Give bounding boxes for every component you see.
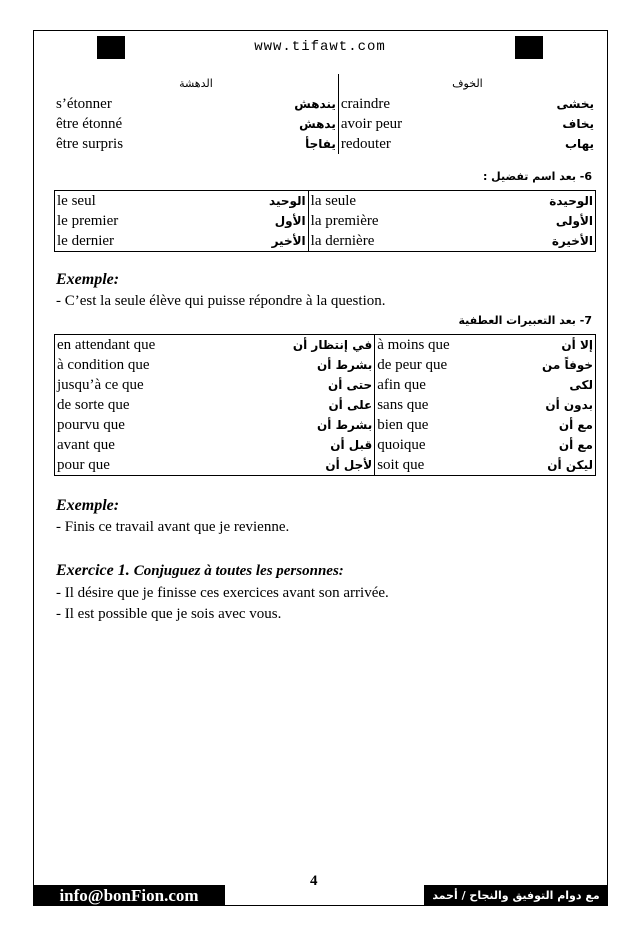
- exercise-instruction: Conjuguez à toutes les personnes:: [133, 563, 344, 579]
- french-term: pour que: [57, 457, 110, 473]
- arabic-term: في إنتظار أن: [292, 338, 373, 352]
- footer-signature: مع دوام التوفيق والنجاح / أحمد شلبى: [424, 885, 608, 906]
- arabic-term: بدون أن: [545, 398, 593, 412]
- vocab-table-conjunctions: [54, 334, 596, 476]
- french-term: à condition que: [57, 357, 150, 373]
- arabic-term: يدهش: [299, 117, 336, 131]
- french-term: avant que: [57, 437, 115, 453]
- arabic-term: الأخير: [271, 234, 306, 248]
- table-row: [54, 114, 596, 134]
- arabic-term: قبل أن: [330, 438, 373, 452]
- arabic-term: الوحيد: [269, 194, 306, 208]
- french-term: bien que: [377, 417, 429, 433]
- french-term: jusqu’à ce que: [57, 377, 144, 393]
- exemple-1-text: - C’est la seule élève qui puisse répondre à la question.: [56, 293, 386, 309]
- table-row: [55, 375, 596, 395]
- french-term: sans que: [377, 397, 429, 413]
- french-term: avoir peur: [340, 116, 403, 132]
- page-number: 4: [310, 873, 318, 889]
- french-term: le dernier: [57, 233, 115, 249]
- table-row: [55, 231, 596, 252]
- french-term: pourvu que: [57, 417, 125, 433]
- arabic-term: بشرط أن: [317, 418, 373, 432]
- french-term: être étonné: [56, 116, 123, 132]
- arabic-term: يخشى: [556, 97, 594, 111]
- french-term: de peur que: [377, 357, 448, 373]
- french-term: soit que: [377, 457, 425, 473]
- arabic-term: مع أن: [558, 438, 593, 452]
- arabic-term: الأخيرة: [551, 234, 593, 248]
- french-term: quoique: [377, 437, 426, 453]
- french-term: la dernière: [310, 233, 375, 249]
- header-surprise: الدهشة: [179, 77, 213, 90]
- footer-email[interactable]: info@bonFion.com: [33, 885, 225, 906]
- exemple-2-label: Exemple:: [56, 497, 120, 514]
- french-term: le seul: [57, 193, 96, 209]
- french-term: s’étonner: [56, 96, 112, 112]
- arabic-term: يخاف: [562, 117, 594, 131]
- arabic-term: الوحيدة: [549, 194, 593, 208]
- arabic-term: يفاجأ: [305, 137, 336, 151]
- arabic-term: على أن: [328, 398, 373, 412]
- vocab-table-emotions: [54, 74, 596, 154]
- table-row: [55, 335, 596, 356]
- arabic-term: خوفاً من: [542, 358, 593, 372]
- arabic-term: إلا أن: [561, 338, 593, 352]
- french-term: à moins que: [377, 337, 450, 353]
- vocab-table-superlatives: [54, 190, 596, 252]
- exemple-2-text: - Finis ce travail avant que je revienne.: [56, 519, 290, 535]
- arabic-term: يهاب: [565, 137, 594, 151]
- table-row: [55, 211, 596, 231]
- table-row: [54, 94, 596, 114]
- table-row: [55, 455, 596, 476]
- french-term: craindre: [340, 96, 391, 112]
- table-row: [55, 415, 596, 435]
- section-6-title: 6- بعد اسم تفضيل :: [482, 170, 592, 183]
- french-term: la seule: [310, 193, 357, 209]
- arabic-term: بشرط أن: [317, 358, 373, 372]
- french-term: le premier: [57, 213, 119, 229]
- french-term: en attendant que: [57, 337, 156, 353]
- arabic-term: لأجل أن: [325, 458, 373, 472]
- french-term: être surpris: [56, 136, 124, 152]
- header-fear: الخوف: [338, 74, 596, 94]
- french-term: de sorte que: [57, 397, 130, 413]
- arabic-term: يندهش: [294, 97, 336, 111]
- table-row: [55, 395, 596, 415]
- french-term: la première: [310, 213, 379, 229]
- arabic-term: ليكن أن: [547, 458, 593, 472]
- table-header-row: [54, 74, 596, 94]
- section-7-title: 7- بعد التعبيرات العطفية: [458, 314, 592, 327]
- header-url[interactable]: www.tifawt.com: [125, 36, 515, 59]
- table-row: [55, 435, 596, 455]
- french-term: redouter: [340, 136, 391, 152]
- header-banner: [97, 36, 543, 59]
- exercise-heading: [56, 562, 344, 580]
- table-row: [54, 134, 596, 154]
- arabic-term: لكى: [569, 378, 593, 392]
- arabic-term: الأولى: [555, 214, 593, 228]
- exemple-1-label: Exemple:: [56, 271, 120, 288]
- table-row: [55, 191, 596, 212]
- french-term: afin que: [377, 377, 426, 393]
- arabic-term: مع أن: [558, 418, 593, 432]
- exercise-label: Exercice 1.: [56, 562, 130, 579]
- exercise-line-1: - Il désire que je finisse ces exercices avant son arrivée.: [56, 585, 389, 601]
- arabic-term: حتى أن: [327, 378, 373, 392]
- arabic-term: الأول: [274, 214, 306, 228]
- exercise-line-2: - Il est possible que je sois avec vous.: [56, 606, 282, 622]
- table-row: [55, 355, 596, 375]
